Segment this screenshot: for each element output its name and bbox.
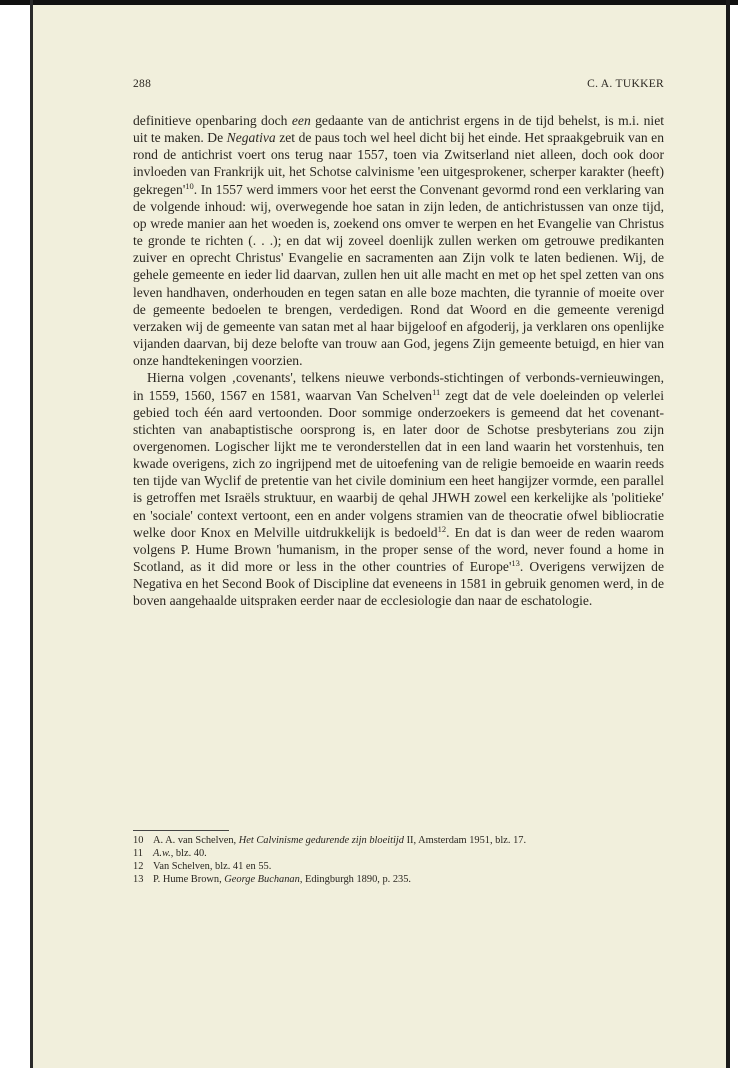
text-run: II, Amsterdam 1951, blz. 17. bbox=[403, 835, 527, 846]
paragraph bbox=[133, 112, 664, 369]
italic-text: George Buchanan bbox=[224, 874, 300, 885]
footnote bbox=[133, 860, 664, 873]
running-head-author: C. A. TUKKER bbox=[587, 78, 664, 90]
footnote-reference: 11 bbox=[432, 386, 441, 397]
text-run: , blz. 40. bbox=[170, 848, 207, 859]
footnote-reference: 12 bbox=[437, 523, 447, 534]
paragraph bbox=[133, 369, 664, 609]
italic-text: een bbox=[291, 113, 311, 128]
footnotes bbox=[133, 834, 664, 886]
text-run: Hierna volgen ‚covenants', telkens nieuwe verbonds-stichtingen of verbonds-vernieuwingen, in 1559, 1560, 1567 en 1581, waarvan Van Schelven bbox=[133, 370, 664, 403]
footnote-text bbox=[153, 860, 664, 873]
italic-text: Het Calvinisme gedurende zijn bloeitijd bbox=[238, 835, 404, 846]
text-run: definitieve openbaring doch bbox=[133, 113, 292, 128]
italic-text: A.w. bbox=[153, 848, 171, 859]
footnote-reference: 13 bbox=[511, 558, 520, 569]
footnote bbox=[133, 834, 664, 847]
italic-text: Negativa bbox=[226, 130, 276, 146]
text-run: . In 1557 werd immers voor het eerst the Convenant gevormd rond een verklaring van de volgende inhoud: wij, overwegende hoe satan in zijn leden, de antichristussen van onze tijd, op wrede manier aan het woeden is, zoekend ons omver te werpen en het Evangelie van Christus te gronde te richten (. . .); en dat wij zoveel doenlijk zullen werken om getrouwe predikanten zuiver en oprecht Christus' Evangelie en sacramenten aan Zijn volk te laten bedienen. Wij, de gehele gemeente en ieder lid daarvan, zullen hen uit alle macht en met op het spel zetten van ons leven handhaven, onderhouden en tegen satan en alle boze machten, die tyrannie of moeite over de gemeente bedoelen te brengen, verdedigen. Rond dat Woord en die gemeente verenigd verzaken wij de gemeente van satan met al haar bijgeloof en afgoderij, ja verklaren ons openlijke vijanden daarvan, bij deze belofte van trouw aan God, jegens Zijn gemeente betuigd, en hier van onze handtekeningen voorzien. bbox=[133, 181, 664, 369]
footnote-number: 13 bbox=[133, 874, 144, 885]
footnote-reference: 10 bbox=[185, 180, 194, 191]
text-run: zet de paus toch wel heel dicht bij het einde. Het spraakgebruik van en rond de antichrist voert ons terug naar 1557, toen via Zwitserland niet alleen, doch ook door invloeden van Frankrijk uit, het Schotse calvinisme 'een uitgesprokener, scherper karakter (heeft) gekregen' bbox=[133, 130, 664, 197]
text-run: . Overigens verwijzen de Negativa en het Second Book of Discipline dat eveneens in 1581 in gebruik genomen werd, in de boven aangehaalde uitspraken eerder naar de ecclesiologie dan naar de eschatologie. bbox=[133, 559, 664, 609]
running-header bbox=[133, 78, 664, 96]
footnote-text bbox=[153, 873, 664, 886]
footnote-rule bbox=[133, 830, 229, 831]
footnote bbox=[133, 873, 664, 886]
footnote-number: 12 bbox=[133, 861, 144, 872]
footnote-text bbox=[153, 834, 664, 847]
footnote-number: 11 bbox=[133, 848, 144, 859]
footnote bbox=[133, 847, 664, 860]
text-run: , Edingburgh 1890, p. 235. bbox=[299, 874, 412, 885]
page-number: 288 bbox=[133, 78, 152, 90]
text-run: zegt dat de vele doeleinden op velerlei gebied toch één aard vertoonden. Door sommige onderzoekers is gemeend dat het covenant-stichten van anabaptistische oorsprong is, en later door de Schotse presbyterians zou zijn overgenomen. Logischer lijkt me te veronderstellen dat in een land waarin het vorstenhuis, ten kwade overigens, zich zo ingrijpend met de uitoefening van de religie bemoeide en waarin reeds ten tijde van Wyclif de pretentie van het civile dominium een heet hangijzer vormde, een parallel is getroffen met Israëls struktuur, en waarbij de qehal JHWH zowel een kerkelijke als 'politieke' en 'sociale' context vertoont, een en ander volgens stramien van de theocratie ofwel bibliocratie welke door Knox en Melville uitdrukkelijk is bedoeld bbox=[133, 387, 664, 540]
footnote-number: 10 bbox=[133, 835, 144, 846]
body-text bbox=[133, 112, 664, 610]
text-run: A. A. van Schelven, bbox=[153, 835, 239, 846]
text-run: Van Schelven, blz. 41 en 55. bbox=[153, 861, 272, 872]
text-run: gedaante van de antichrist ergens in de tijd behelst, is m.i. niet uit te maken. De bbox=[133, 113, 665, 146]
text-run: P. Hume Brown, bbox=[153, 874, 225, 885]
footnote-text bbox=[153, 847, 664, 860]
scan-border-right bbox=[726, 0, 730, 1068]
text-run: . En dat is dan weer de reden waarom volgens P. Hume Brown 'humanism, in the proper sense of the word, never found a home in Scotland, as it did more or less in the other countries of Europe' bbox=[133, 524, 665, 575]
